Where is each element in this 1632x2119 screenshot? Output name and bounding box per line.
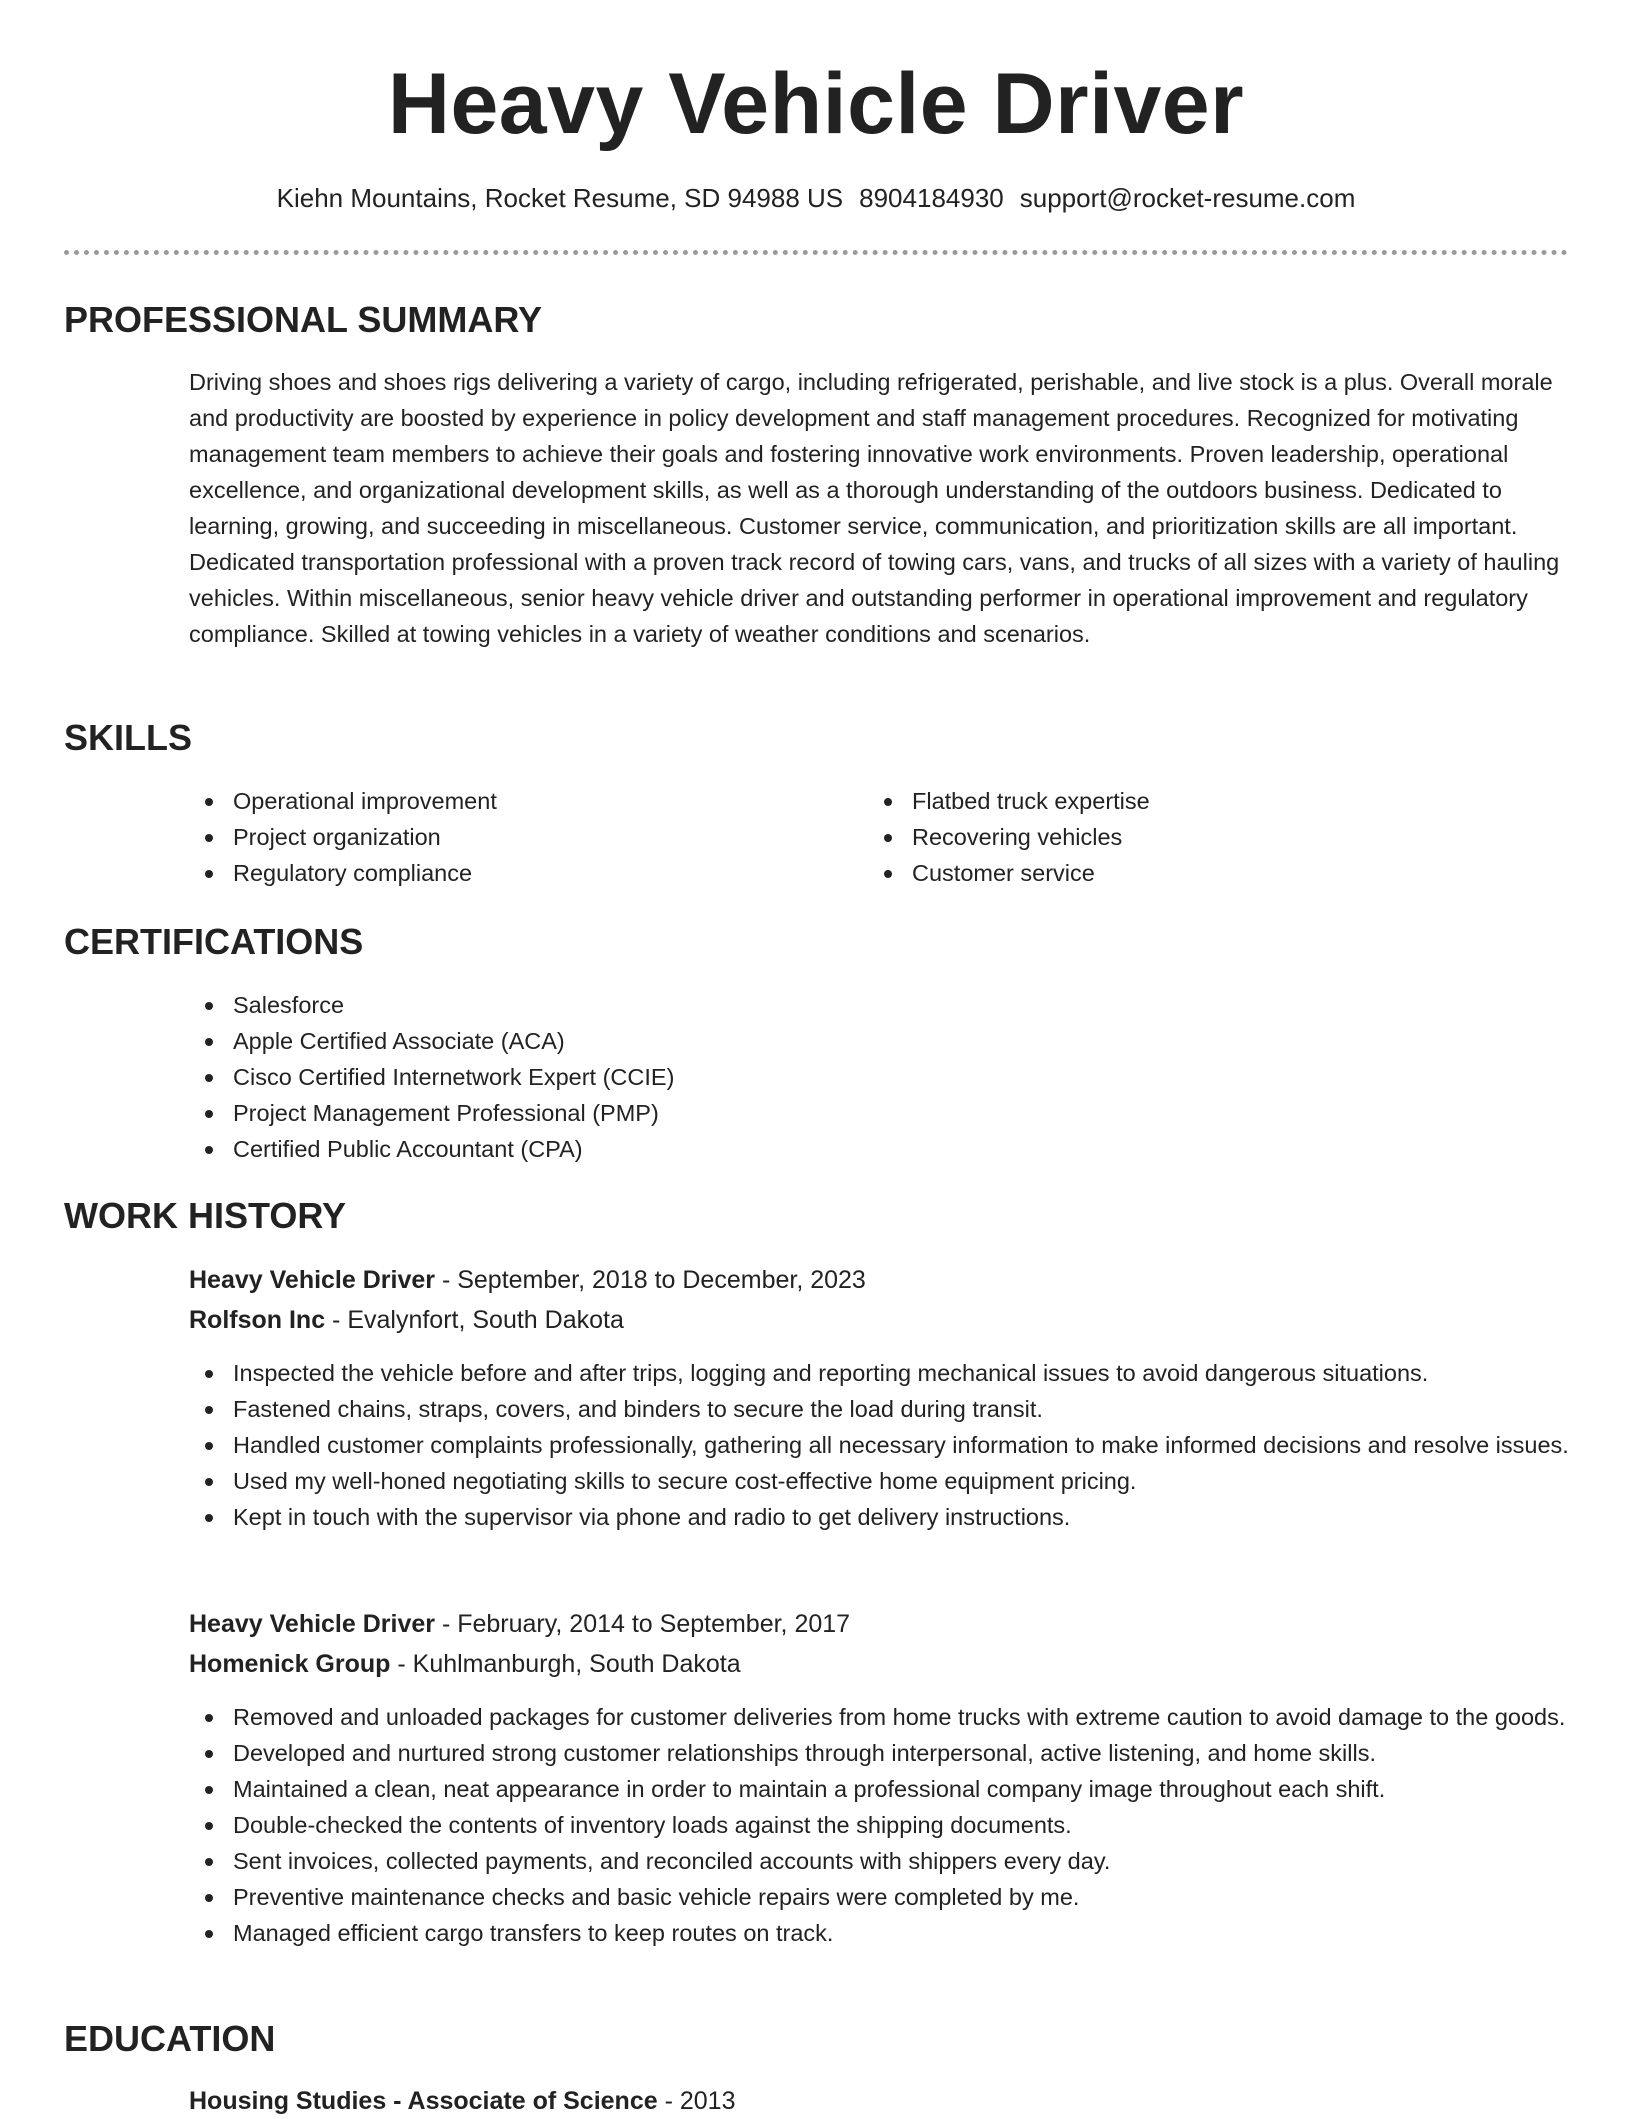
job-title-line [189, 1606, 850, 1642]
job-bullet: Used my well-honed negotiating skills to secure cost-effective home equipment pricing. [189, 1463, 1569, 1499]
work-history-heading: WORK HISTORY [64, 1195, 347, 1236]
job-company-line [189, 1302, 624, 1338]
skill-item: Project organization [189, 819, 829, 855]
education-degree: Housing Studies - Associate of Science [189, 2087, 658, 2115]
job-bullet: Fastened chains, straps, covers, and binders to secure the load during transit. [189, 1391, 1569, 1427]
job-company-line [189, 1646, 741, 1682]
summary-heading: PROFESSIONAL SUMMARY [64, 299, 543, 340]
job-bullet: Handled customer complaints professionally, gathering all necessary information to make informed decisions and resolve issues. [189, 1427, 1569, 1463]
email-link[interactable]: support@rocket-resume.com [1019, 183, 1356, 213]
education-heading: EDUCATION [64, 2018, 276, 2059]
header-divider [64, 250, 1568, 255]
skill-item: Recovering vehicles [868, 819, 1508, 855]
job-bullet: Developed and nurtured strong customer relationships through interpersonal, active listening, and home skills. [189, 1735, 1569, 1771]
job-role: Heavy Vehicle Driver [189, 1266, 435, 1294]
job-bullet: Inspected the vehicle before and after trips, logging and reporting mechanical issues to avoid dangerous situations. [189, 1355, 1569, 1391]
certification-item: Salesforce [189, 987, 1489, 1023]
job-bullet: Sent invoices, collected payments, and reconciled accounts with shippers every day. [189, 1843, 1569, 1879]
job-dates: - September, 2018 to December, 2023 [435, 1266, 866, 1294]
address-text: Kiehn Mountains, Rocket Resume, SD 94988 US [276, 183, 844, 213]
job-bullet: Double-checked the contents of inventory loads against the shipping documents. [189, 1807, 1569, 1843]
job-bullet: Kept in touch with the supervisor via phone and radio to get delivery instructions. [189, 1499, 1569, 1535]
education-line [189, 2083, 735, 2119]
job-title-line [189, 1262, 866, 1298]
candidate-name: Heavy Vehicle Driver [387, 56, 1245, 152]
job-bullets [189, 1699, 1569, 1951]
skills-list-left [189, 783, 829, 891]
skill-item: Regulatory compliance [189, 855, 829, 891]
certification-item: Project Management Professional (PMP) [189, 1095, 1489, 1131]
phone-text: 8904184930 [859, 183, 1004, 213]
skill-item: Operational improvement [189, 783, 829, 819]
job-dates: - February, 2014 to September, 2017 [435, 1610, 851, 1638]
certifications-list [189, 987, 1489, 1167]
certifications-heading: CERTIFICATIONS [64, 921, 364, 962]
job-bullet: Maintained a clean, neat appearance in order to maintain a professional company image throughout each shift. [189, 1771, 1569, 1807]
job-company: Homenick Group [189, 1650, 391, 1678]
contact-line [0, 180, 1632, 216]
education-year: - 2013 [657, 2087, 736, 2115]
skills-heading: SKILLS [64, 717, 193, 758]
job-company: Rolfson Inc [189, 1306, 326, 1334]
job-location: - Kuhlmanburgh, South Dakota [390, 1650, 741, 1678]
certification-item: Certified Public Accountant (CPA) [189, 1131, 1489, 1167]
job-role: Heavy Vehicle Driver [189, 1610, 435, 1638]
job-bullet: Managed efficient cargo transfers to keep routes on track. [189, 1915, 1569, 1951]
skill-item: Customer service [868, 855, 1508, 891]
skills-list-right [868, 783, 1508, 891]
skill-item: Flatbed truck expertise [868, 783, 1508, 819]
job-location: - Evalynfort, South Dakota [325, 1306, 624, 1334]
certification-item: Cisco Certified Internetwork Expert (CCIE) [189, 1059, 1489, 1095]
certification-item: Apple Certified Associate (ACA) [189, 1023, 1489, 1059]
job-bullet: Removed and unloaded packages for customer deliveries from home trucks with extreme caution to avoid damage to the goods. [189, 1699, 1569, 1735]
job-bullets [189, 1355, 1569, 1535]
summary-text: Driving shoes and shoes rigs delivering a variety of cargo, including refrigerated, perishable, and live stock is a plus. Overall morale and productivity are boosted by experience in policy development and staff management procedures. Recognized for motivating management team members to achieve their goals and fostering innovative work environments. Proven leadership, operational excellence, and organizational development skills, as well as a thorough understanding of the outdoors business. Dedicated to learning, growing, and succeeding in miscellaneous. Customer service, communication, and prioritization skills are all important. Dedicated transportation professional with a proven track record of towing cars, vans, and trucks of all sizes with a variety of hauling vehicles. Within miscellaneous, senior heavy vehicle driver and outstanding performer in operational improvement and regulatory compliance. Skilled at towing vehicles in a variety of weather conditions and scenarios. [189, 369, 1560, 647]
job-bullet: Preventive maintenance checks and basic vehicle repairs were completed by me. [189, 1879, 1569, 1915]
